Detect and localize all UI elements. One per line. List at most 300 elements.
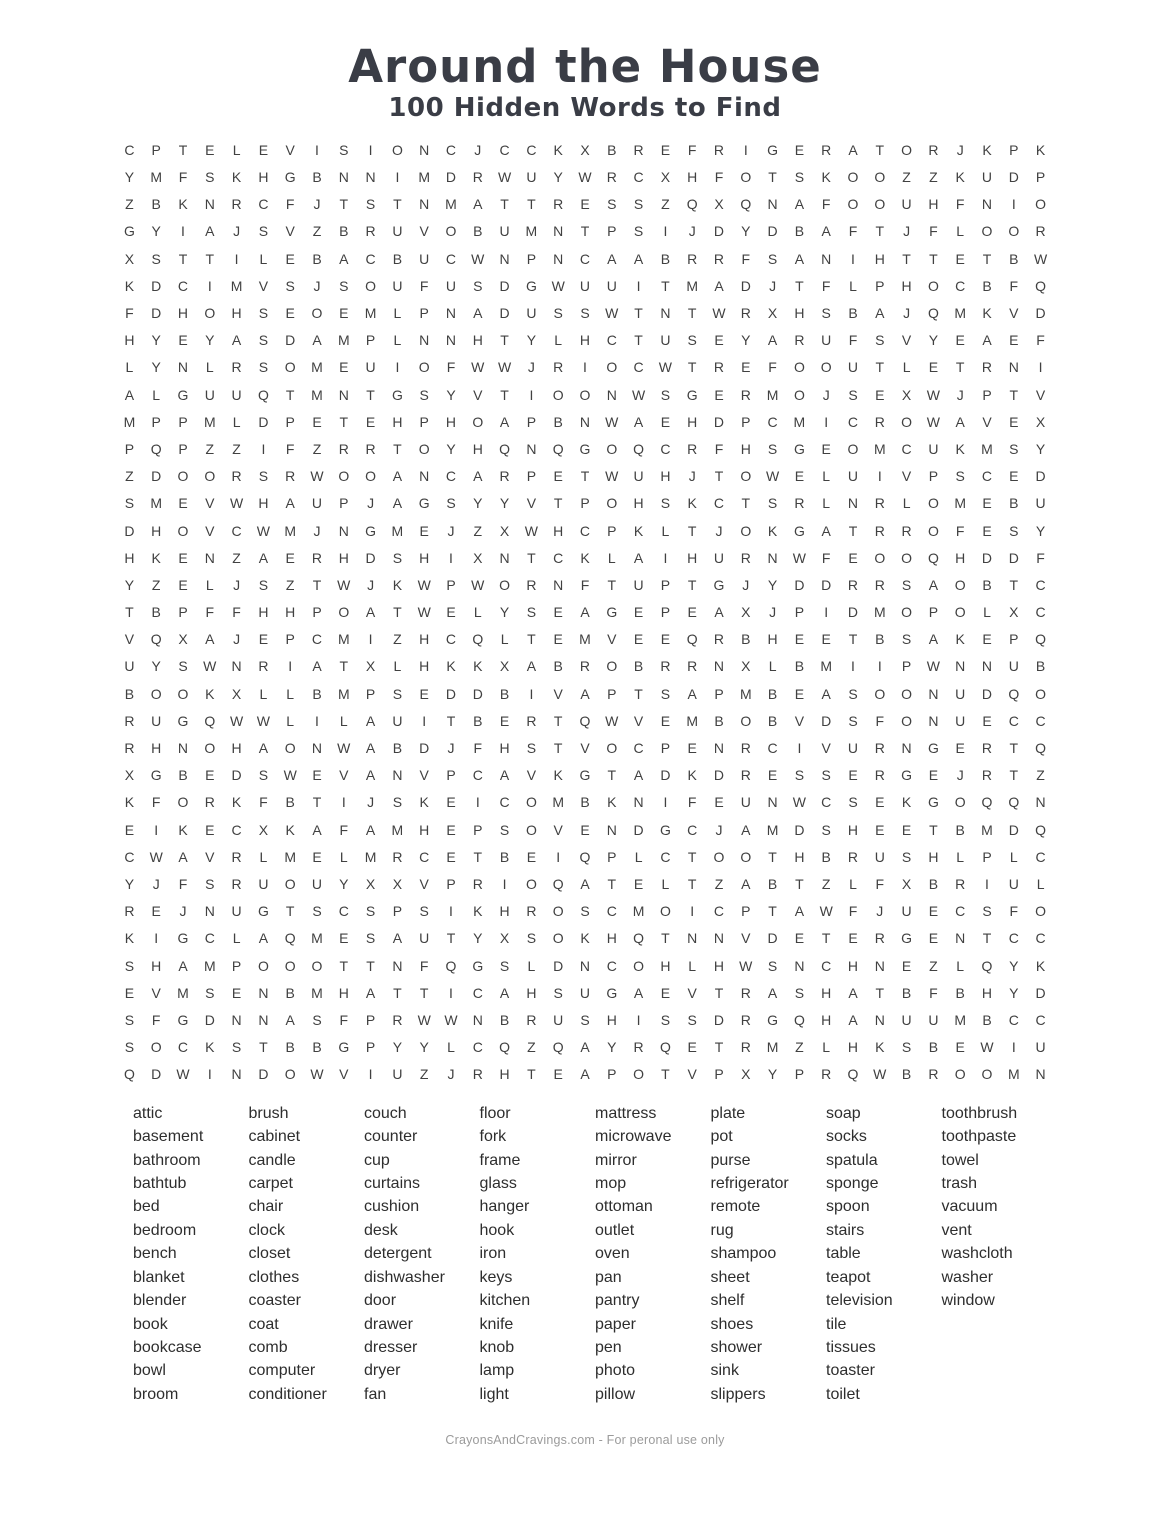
word-item: bench xyxy=(133,1245,177,1263)
grid-cell: E xyxy=(660,631,671,648)
grid-cell: I xyxy=(234,250,239,267)
word-item: toaster xyxy=(826,1362,875,1380)
grid-cell: E xyxy=(821,440,831,457)
grid-cell: Q xyxy=(552,440,564,457)
grid-cell: O xyxy=(499,576,511,593)
grid-cell: R xyxy=(740,740,751,756)
grid-cell: N xyxy=(713,930,725,947)
grid-cell: D xyxy=(794,821,805,838)
page-header xyxy=(0,0,1170,124)
grid-cell: Y xyxy=(124,576,135,593)
grid-cell: T xyxy=(955,359,965,376)
grid-cell: U xyxy=(553,1011,564,1028)
grid-cell: R xyxy=(231,359,242,376)
grid-cell: A xyxy=(633,984,644,1001)
grid-cell: K xyxy=(767,522,778,539)
grid-cell: O xyxy=(150,685,162,702)
grid-cell: X xyxy=(258,821,269,838)
word-item: washcloth xyxy=(941,1245,1013,1263)
grid-cell: W xyxy=(471,359,485,376)
grid-cell: K xyxy=(231,794,242,811)
grid-cell: E xyxy=(928,930,939,947)
grid-cell: C xyxy=(177,1039,189,1056)
grid-cell: T xyxy=(259,1039,268,1056)
grid-cell: G xyxy=(418,495,430,512)
word-item: curtains xyxy=(364,1175,421,1193)
grid-cell: Q xyxy=(686,196,698,213)
grid-cell: H xyxy=(392,413,403,430)
word-item: dishwasher xyxy=(364,1268,445,1286)
grid-cell: D xyxy=(767,930,778,947)
grid-cell: E xyxy=(124,984,135,1001)
grid-cell: B xyxy=(633,658,644,675)
grid-cell: V xyxy=(258,277,269,294)
grid-cell: T xyxy=(687,305,697,321)
grid-cell: T xyxy=(125,604,134,621)
grid-cell: N xyxy=(499,250,510,267)
grid-cell: Q xyxy=(1035,631,1047,648)
grid-cell: O xyxy=(338,604,350,621)
grid-cell: S xyxy=(660,685,671,702)
grid-cell: A xyxy=(526,658,537,675)
grid-cell: C xyxy=(579,522,591,539)
grid-cell: W xyxy=(926,413,940,430)
grid-cell: O xyxy=(901,413,913,430)
grid-cell: A xyxy=(339,250,349,267)
grid-cell: S xyxy=(499,821,510,838)
grid-cell: R xyxy=(1035,223,1046,240)
grid-cell: C xyxy=(955,903,966,920)
word-item: vent xyxy=(941,1221,972,1239)
grid-cell: F xyxy=(151,794,161,811)
grid-cell: I xyxy=(529,386,534,403)
grid-cell: T xyxy=(902,250,911,267)
grid-cell: L xyxy=(768,658,777,675)
grid-cell: B xyxy=(955,821,965,838)
grid-cell: H xyxy=(258,604,269,621)
grid-cell: F xyxy=(821,277,831,294)
grid-cell: L xyxy=(527,957,536,974)
grid-cell: R xyxy=(874,740,885,756)
word-item: fork xyxy=(479,1128,507,1146)
grid-cell: W xyxy=(765,468,780,485)
grid-cell: P xyxy=(365,1011,376,1028)
grid-cell: B xyxy=(285,794,295,811)
grid-cell: F xyxy=(875,712,885,729)
word-list-column xyxy=(133,1102,249,1406)
grid-cell: A xyxy=(794,196,805,213)
grid-cell: P xyxy=(365,685,376,702)
grid-cell: P xyxy=(607,848,617,865)
grid-cell: N xyxy=(874,957,885,974)
grid-cell: M xyxy=(954,495,967,512)
grid-cell: M xyxy=(981,821,993,838)
grid-cell: W xyxy=(337,576,351,593)
grid-cell: U xyxy=(740,794,751,811)
grid-cell: R xyxy=(365,440,376,457)
grid-cell: O xyxy=(633,1066,645,1083)
grid-cell: C xyxy=(606,903,617,920)
grid-cell: W xyxy=(578,169,592,186)
grid-cell: K xyxy=(955,440,965,457)
word-item: toothbrush xyxy=(941,1104,1018,1122)
word-item: bowl xyxy=(133,1362,166,1380)
grid-cell: F xyxy=(151,1011,161,1028)
grid-cell: R xyxy=(285,468,296,485)
grid-cell: Y xyxy=(473,930,483,947)
grid-cell: A xyxy=(821,522,831,539)
word-item: shelf xyxy=(710,1292,745,1310)
grid-cell: W xyxy=(283,767,297,784)
grid-cell: V xyxy=(526,767,537,784)
word-item: spoon xyxy=(826,1198,870,1216)
grid-cell: N xyxy=(338,169,349,186)
grid-cell: P xyxy=(339,495,349,512)
grid-cell: G xyxy=(793,522,805,539)
grid-cell: Z xyxy=(232,440,241,457)
grid-cell: K xyxy=(607,794,617,811)
grid-cell: P xyxy=(1035,169,1046,186)
word-item: chair xyxy=(248,1198,284,1216)
grid-cell: C xyxy=(445,631,457,648)
grid-cell: D xyxy=(1008,549,1019,566)
grid-cell: X xyxy=(741,1066,751,1083)
grid-cell: I xyxy=(1038,359,1043,376)
grid-cell: E xyxy=(285,549,295,566)
grid-cell: Y xyxy=(767,1066,778,1083)
grid-cell: S xyxy=(312,903,322,920)
grid-cell: H xyxy=(660,468,671,485)
grid-cell: M xyxy=(820,658,833,675)
grid-cell: F xyxy=(821,196,831,213)
grid-cell: S xyxy=(419,386,429,403)
grid-cell: B xyxy=(392,740,403,756)
grid-cell: T xyxy=(1009,767,1019,784)
grid-cell: I xyxy=(985,875,989,892)
grid-cell: S xyxy=(392,794,403,811)
grid-cell: Z xyxy=(232,549,241,566)
grid-cell: E xyxy=(794,141,805,158)
word-item: knife xyxy=(479,1315,514,1333)
word-item: counter xyxy=(364,1128,418,1146)
grid-cell: C xyxy=(633,359,644,376)
grid-cell: E xyxy=(794,685,805,702)
grid-cell: H xyxy=(821,1011,832,1028)
grid-cell: L xyxy=(259,685,268,702)
grid-cell: Y xyxy=(1035,440,1046,457)
grid-cell: A xyxy=(741,821,751,838)
grid-cell: B xyxy=(794,658,805,675)
grid-cell: F xyxy=(419,957,429,974)
grid-cell: N xyxy=(1008,359,1019,376)
grid-cell: K xyxy=(687,767,697,784)
grid-cell: I xyxy=(824,413,829,430)
grid-cell: R xyxy=(874,413,885,430)
grid-cell: Z xyxy=(125,196,134,213)
grid-cell: W xyxy=(337,740,351,756)
word-item: closet xyxy=(248,1245,291,1263)
word-item: pillow xyxy=(595,1385,636,1403)
grid-cell: I xyxy=(583,359,587,376)
grid-cell: S xyxy=(365,930,376,947)
grid-cell: J xyxy=(474,141,482,158)
grid-cell: O xyxy=(740,169,752,186)
grid-cell: H xyxy=(124,549,135,566)
grid-cell: K xyxy=(205,1039,215,1056)
grid-cell: A xyxy=(633,549,644,566)
grid-cell: E xyxy=(848,767,858,784)
word-item: pan xyxy=(595,1268,622,1286)
grid-cell: W xyxy=(1033,250,1048,267)
grid-cell: J xyxy=(367,576,375,593)
word-list-column xyxy=(480,1102,596,1406)
word-item: door xyxy=(364,1292,397,1310)
grid-cell: T xyxy=(875,359,885,376)
grid-cell: J xyxy=(447,1066,455,1083)
grid-cell: G xyxy=(123,223,135,240)
grid-cell: S xyxy=(178,658,188,675)
grid-cell: Y xyxy=(767,576,778,593)
grid-cell: L xyxy=(902,359,911,376)
grid-cell: R xyxy=(526,1011,537,1028)
grid-cell: T xyxy=(580,468,590,485)
grid-cell: C xyxy=(1035,848,1046,865)
grid-cell: E xyxy=(633,875,644,892)
grid-cell: K xyxy=(875,1039,885,1056)
grid-cell: N xyxy=(338,522,349,539)
grid-cell: L xyxy=(688,957,697,974)
grid-cell: O xyxy=(606,740,618,756)
grid-cell: C xyxy=(499,141,510,158)
grid-cell: T xyxy=(795,277,804,294)
grid-cell: O xyxy=(606,440,618,457)
grid-cell: O xyxy=(552,386,564,403)
grid-cell: L xyxy=(232,413,241,430)
grid-cell: O xyxy=(579,386,591,403)
grid-cell: I xyxy=(743,141,748,158)
grid-cell: J xyxy=(233,576,241,593)
grid-cell: L xyxy=(447,1039,455,1056)
grid-cell: S xyxy=(446,495,456,512)
grid-cell: I xyxy=(288,658,293,675)
grid-cell: S xyxy=(848,685,858,702)
grid-cell: N xyxy=(660,305,671,321)
grid-cell: O xyxy=(740,522,752,539)
grid-cell: S xyxy=(794,169,805,186)
word-item: vacuum xyxy=(941,1198,998,1216)
grid-cell: T xyxy=(661,1066,670,1083)
grid-cell: B xyxy=(741,631,751,648)
grid-cell: S xyxy=(258,332,269,349)
grid-cell: B xyxy=(1009,250,1019,267)
grid-cell: S xyxy=(767,440,778,457)
grid-cell: S xyxy=(1009,522,1019,539)
word-item: broom xyxy=(133,1385,179,1403)
grid-cell: M xyxy=(766,1039,779,1056)
word-item: comb xyxy=(248,1338,288,1356)
grid-cell: Z xyxy=(821,875,831,892)
grid-cell: J xyxy=(367,794,375,811)
grid-cell: Q xyxy=(981,794,993,811)
grid-cell: D xyxy=(1008,169,1019,186)
grid-cell: H xyxy=(767,631,778,648)
grid-cell: E xyxy=(741,359,751,376)
grid-cell: C xyxy=(1008,1011,1019,1028)
grid-cell: D xyxy=(231,767,242,784)
grid-cell: R xyxy=(740,549,751,566)
grid-cell: L xyxy=(286,712,295,729)
grid-cell: A xyxy=(124,386,135,403)
grid-cell: B xyxy=(1009,495,1019,512)
grid-cell: A xyxy=(767,984,778,1001)
grid-cell: F xyxy=(1036,332,1045,349)
grid-cell: W xyxy=(176,1066,190,1083)
grid-cell: L xyxy=(1009,848,1018,865)
grid-cell: X xyxy=(473,549,483,566)
grid-cell: T xyxy=(393,604,402,621)
grid-cell: R xyxy=(633,1039,644,1056)
grid-cell: M xyxy=(150,169,163,186)
grid-cell: I xyxy=(154,821,159,838)
grid-cell: B xyxy=(767,875,778,892)
grid-cell: V xyxy=(285,223,295,240)
grid-cell: U xyxy=(151,712,162,729)
grid-cell: D xyxy=(713,1011,725,1028)
grid-cell: E xyxy=(955,332,965,349)
grid-cell: U xyxy=(419,930,430,947)
grid-cell: I xyxy=(154,930,159,947)
grid-cell: R xyxy=(472,169,483,186)
grid-cell: T xyxy=(393,196,402,213)
word-item: rug xyxy=(710,1221,734,1239)
grid-cell: Q xyxy=(579,848,591,865)
grid-cell: K xyxy=(178,196,188,213)
grid-cell: R xyxy=(526,576,537,593)
grid-cell: G xyxy=(177,1011,189,1028)
grid-cell: J xyxy=(715,821,723,838)
grid-cell: S xyxy=(205,169,215,186)
word-item: couch xyxy=(364,1104,407,1122)
grid-cell: O xyxy=(204,740,216,756)
grid-cell: B xyxy=(499,848,510,865)
grid-cell: S xyxy=(339,141,349,158)
grid-cell: O xyxy=(177,522,189,539)
grid-cell: T xyxy=(178,250,188,267)
grid-cell: U xyxy=(606,277,617,294)
grid-cell: O xyxy=(927,495,939,512)
word-item: shoes xyxy=(710,1315,754,1333)
grid-cell: X xyxy=(741,658,751,675)
grid-cell: G xyxy=(391,386,403,403)
grid-cell: T xyxy=(768,848,777,865)
grid-cell: C xyxy=(204,930,215,947)
grid-cell: B xyxy=(473,223,483,240)
grid-cell: C xyxy=(606,957,617,974)
grid-cell: V xyxy=(821,740,831,756)
word-item: toothpaste xyxy=(941,1128,1017,1146)
grid-cell: V xyxy=(419,875,429,892)
grid-cell: K xyxy=(553,767,563,784)
grid-cell: I xyxy=(207,1066,212,1083)
grid-cell: H xyxy=(231,740,242,756)
grid-cell: J xyxy=(769,277,777,294)
grid-cell: I xyxy=(422,712,427,729)
grid-cell: P xyxy=(1009,141,1019,158)
grid-cell: F xyxy=(259,794,268,811)
grid-cell: Y xyxy=(928,332,939,349)
word-item: socks xyxy=(826,1128,867,1146)
grid-cell: Y xyxy=(151,658,161,675)
grid-cell: L xyxy=(956,223,965,240)
grid-cell: O xyxy=(445,223,457,240)
grid-cell: E xyxy=(714,794,724,811)
grid-cell: P xyxy=(901,658,912,675)
grid-cell: E xyxy=(875,821,885,838)
word-item: table xyxy=(826,1245,861,1263)
grid-cell: E xyxy=(419,685,429,702)
grid-cell: N xyxy=(177,359,189,376)
grid-cell: W xyxy=(417,604,431,621)
grid-cell: R xyxy=(472,1066,483,1083)
grid-cell: L xyxy=(259,848,268,865)
grid-cell: E xyxy=(982,712,992,729)
grid-cell: X xyxy=(392,875,403,892)
grid-cell: S xyxy=(499,957,510,974)
grid-cell: D xyxy=(472,685,483,702)
grid-cell: E xyxy=(848,930,858,947)
grid-cell: L xyxy=(259,250,268,267)
grid-cell: W xyxy=(497,169,512,186)
grid-cell: M xyxy=(632,903,645,920)
grid-cell: P xyxy=(446,767,456,784)
grid-cell: G xyxy=(713,576,725,593)
grid-cell: X xyxy=(365,658,376,675)
grid-cell: P xyxy=(794,604,805,621)
word-item: detergent xyxy=(364,1245,432,1263)
grid-cell: E xyxy=(124,821,135,838)
grid-cell: S xyxy=(875,332,885,349)
grid-cell: R xyxy=(928,1066,939,1083)
grid-cell: D xyxy=(499,305,510,321)
grid-cell: I xyxy=(663,223,668,240)
grid-cell: B xyxy=(124,685,135,702)
grid-cell: T xyxy=(634,305,643,321)
grid-cell: K xyxy=(419,794,429,811)
grid-cell: F xyxy=(687,141,697,158)
grid-cell: A xyxy=(928,631,939,648)
grid-cell: X xyxy=(124,767,135,784)
grid-cell: S xyxy=(687,332,697,349)
grid-cell: B xyxy=(285,1039,295,1056)
grid-cell: J xyxy=(903,223,911,240)
grid-cell: T xyxy=(768,169,777,186)
grid-cell: S xyxy=(633,223,644,240)
word-item: frame xyxy=(479,1151,521,1169)
grid-cell: M xyxy=(873,604,886,621)
grid-cell: C xyxy=(579,250,591,267)
grid-cell: P xyxy=(526,468,537,485)
grid-cell: M xyxy=(230,277,243,294)
grid-cell: N xyxy=(553,223,564,240)
grid-cell: T xyxy=(446,930,456,947)
grid-cell: F xyxy=(929,223,938,240)
grid-cell: C xyxy=(553,549,564,566)
grid-cell: O xyxy=(874,196,886,213)
grid-cell: O xyxy=(284,875,296,892)
grid-cell: D xyxy=(847,604,859,621)
grid-cell: R xyxy=(955,875,966,892)
grid-cell: G xyxy=(901,767,913,784)
